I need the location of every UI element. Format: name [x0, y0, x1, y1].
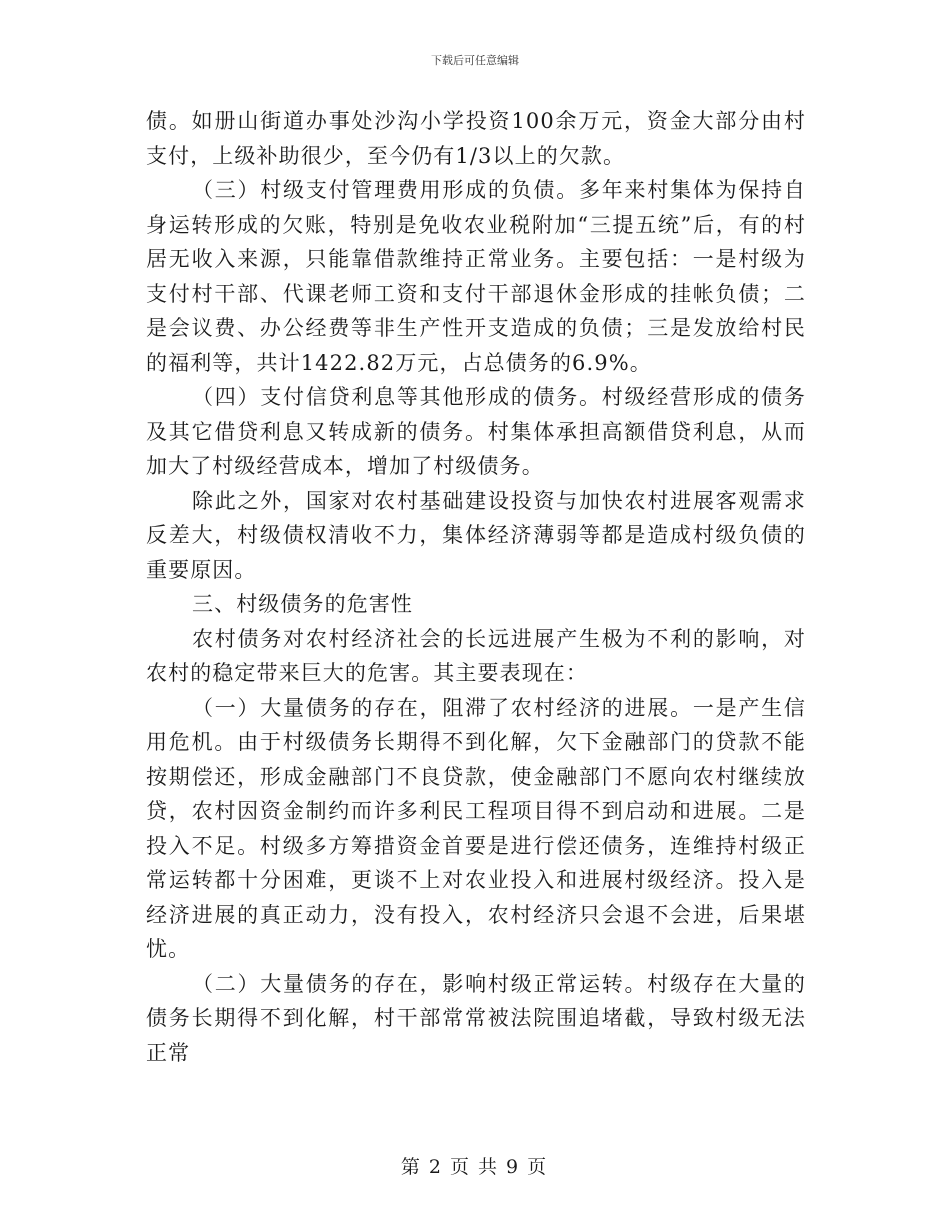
paragraph: （二）大量债务的存在，影响村级正常运转。村级存在大量的债务长期得不到化解，村干部常常被法院围追堵截，导致村级无法正常 — [146, 971, 806, 1065]
current-page-number: 2 — [428, 1156, 444, 1178]
footer-prefix: 第 — [400, 1156, 423, 1178]
paragraph: （四）支付信贷利息等其他形成的债务。村级经营形成的债务及其它借贷利息又转成新的债务。村集体承担高额借贷利息，从而加大了村级经营成本，增加了村级债务。 — [146, 385, 806, 478]
document-body — [146, 104, 806, 1070]
paragraph: 债。如册山街道办事处沙沟小学投资100余万元，资金大部分由村支付，上级补助很少，至今仍有1/3以上的欠款。 — [146, 109, 806, 168]
page-footer — [0, 1152, 950, 1179]
total-page-count: 9 — [506, 1156, 522, 1178]
page-header-note: 下载后可任意编辑 — [431, 54, 519, 67]
footer-suffix: 页 — [527, 1156, 550, 1178]
paragraph: （一）大量债务的存在，阻滞了农村经济的进展。一是产生信用危机。由于村级债务长期得不到化解，欠下金融部门的贷款不能按期偿还，形成金融部门不良贷款，使金融部门不愿向农村继续放贷，农村因资金制约而许多利民工程项目得不到启动和进展。二是投入不足。村级多方筹措资金首要是进行偿还债务，连维持村级正常运转都十分困难，更谈不上对农业投入和进展村级经济。投入是经济进展的真正动力，没有投入，农村经济只会退不会进，后果堪忧。 — [146, 695, 806, 961]
footer-total-word: 共 — [478, 1156, 501, 1178]
section-heading: 三、村级债务的危害性 — [192, 592, 413, 616]
footer-page-word: 页 — [449, 1156, 472, 1178]
paragraph: （三）村级支付管理费用形成的负债。多年来村集体为保持自身运转形成的欠账，特别是免收农业税附加“三提五统”后，有的村居无收入来源，只能靠借款维持正常业务。主要包括：一是村级为支付村干部、代课老师工资和支付干部退休金形成的挂帐负债；二是会议费、办公经费等非生产性开支造成的负债；三是发放给村民的福利等，共计1422.82万元，占总债务的6.9%。 — [146, 178, 806, 375]
paragraph: 除此之外，国家对农村基础建设投资与加快农村进展客观需求反差大，村级债权清收不力，集体经济薄弱等都是造成村级负债的重要原因。 — [146, 488, 806, 582]
paragraph: 农村债务对农村经济社会的长远进展产生极为不利的影响，对农村的稳定带来巨大的危害。其主要表现在： — [146, 626, 806, 685]
